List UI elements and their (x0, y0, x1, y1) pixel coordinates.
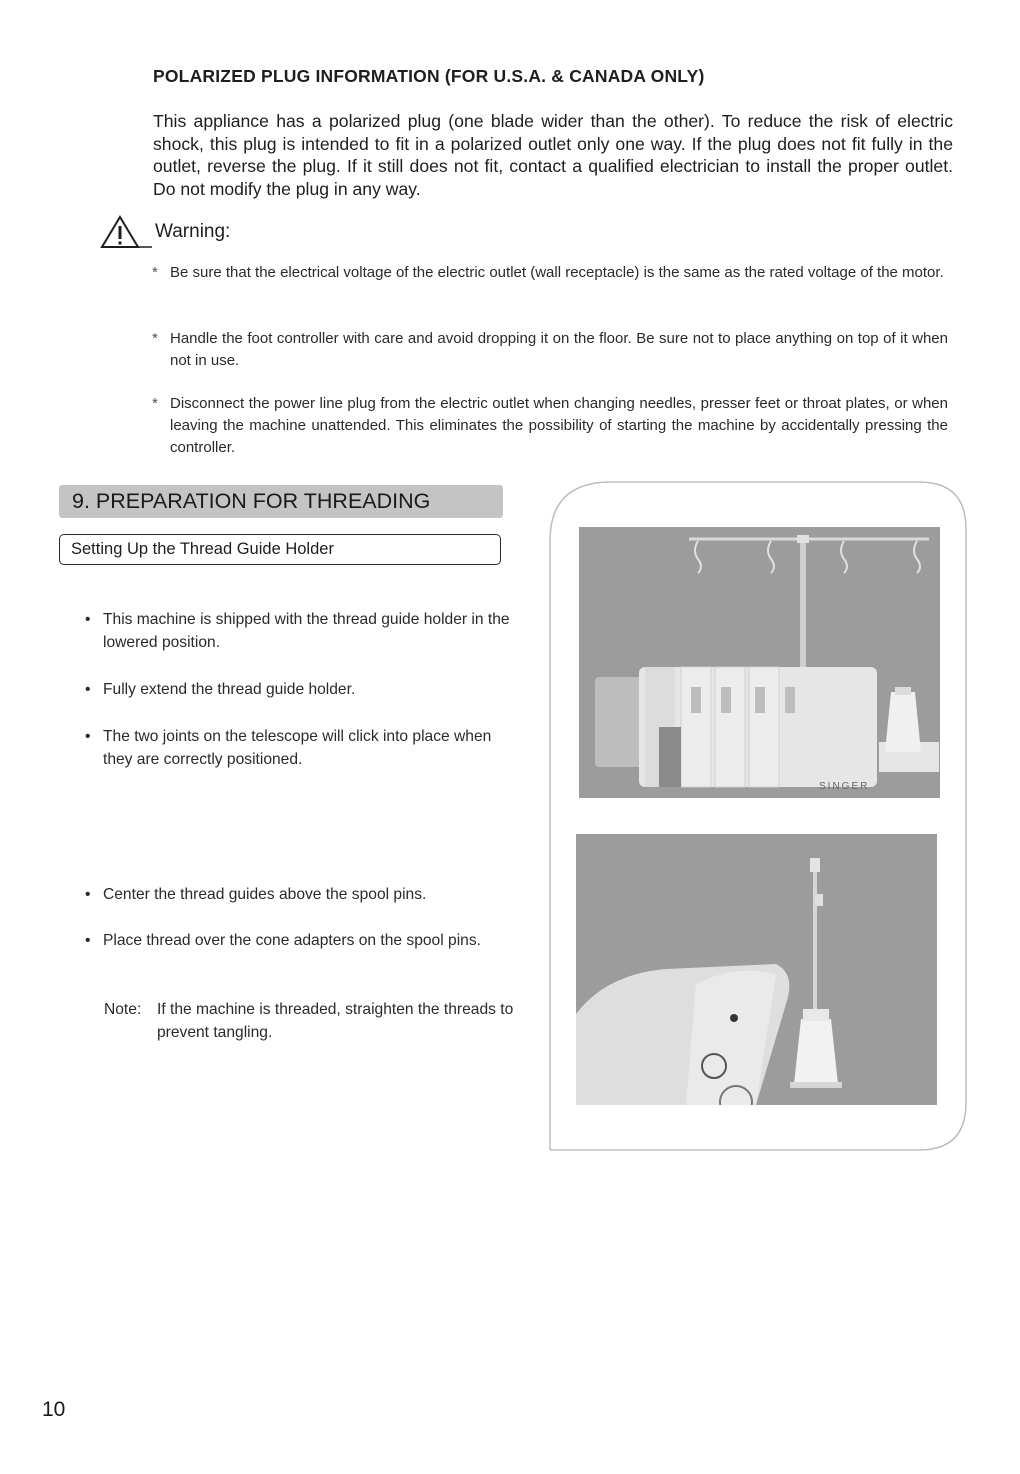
warning-item (152, 328, 948, 372)
asterisk-marker: * (152, 264, 158, 281)
bullet-marker: • (85, 886, 91, 903)
note-label: Note: (104, 1001, 142, 1018)
bullet-marker: • (85, 611, 91, 628)
warning-label: Warning: (155, 221, 231, 242)
warning-item-text: Be sure that the electrical voltage of the electric outlet (wall receptacle) is the same as the rated voltage of the motor. (170, 264, 944, 281)
step-item (85, 725, 515, 771)
warning-item-text: Handle the foot controller with care and avoid dropping it on the floor. Be sure not to place anything on top of it when not in use. (170, 330, 948, 369)
section-header (59, 485, 503, 518)
note (104, 998, 516, 1044)
warning-triangle-icon (100, 215, 152, 249)
note-text: If the machine is threaded, straighten the threads to prevent tangling. (157, 1001, 514, 1041)
step-item (85, 678, 515, 701)
step-item (85, 929, 515, 952)
step-item (85, 608, 515, 654)
warning-item-text: Disconnect the power line plug from the electric outlet when changing needles, presser feet or throat plates, or when leaving the machine unattended. This eliminates the possibility of starting the machine by accidentally pressing the controller. (170, 395, 948, 456)
step-text: Place thread over the cone adapters on the spool pins. (103, 932, 481, 949)
bullet-marker: • (85, 681, 91, 698)
asterisk-marker: * (152, 395, 158, 412)
warning-item (152, 262, 948, 284)
polarized-plug-paragraph: This appliance has a polarized plug (one blade wider than the other). To reduce the risk of electric shock, this plug is intended to fit in a polarized outlet only one way. If the plug does not fit fully in the outlet, reverse the plug. If it still does not fit, contact a qualified electrician to install the proper outlet. Do not modify the plug in any way. (153, 111, 953, 199)
subsection-title: Setting Up the Thread Guide Holder (71, 540, 334, 558)
step-text: Center the thread guides above the spool pins. (103, 886, 427, 903)
polarized-plug-heading: POLARIZED PLUG INFORMATION (FOR U.S.A. & CANADA ONLY) (153, 66, 705, 86)
step-text: This machine is shipped with the thread guide holder in the lowered position. (103, 611, 510, 651)
bullet-marker: • (85, 728, 91, 745)
asterisk-marker: * (152, 330, 158, 347)
step-text: The two joints on the telescope will click into place when they are correctly positioned. (103, 728, 492, 768)
thread-cone (885, 692, 921, 752)
serger-thread-guide-photo (579, 527, 940, 798)
spool-pin-closeup-photo (576, 834, 937, 1105)
subsection-header (59, 534, 501, 565)
bullet-marker: • (85, 932, 91, 949)
brand-label: SINGER (819, 781, 870, 792)
section-title: 9. PREPARATION FOR THREADING (72, 489, 431, 513)
step-text: Fully extend the thread guide holder. (103, 681, 356, 698)
warning-item (152, 393, 948, 459)
page-number: 10 (42, 1398, 66, 1421)
step-item (85, 883, 515, 906)
